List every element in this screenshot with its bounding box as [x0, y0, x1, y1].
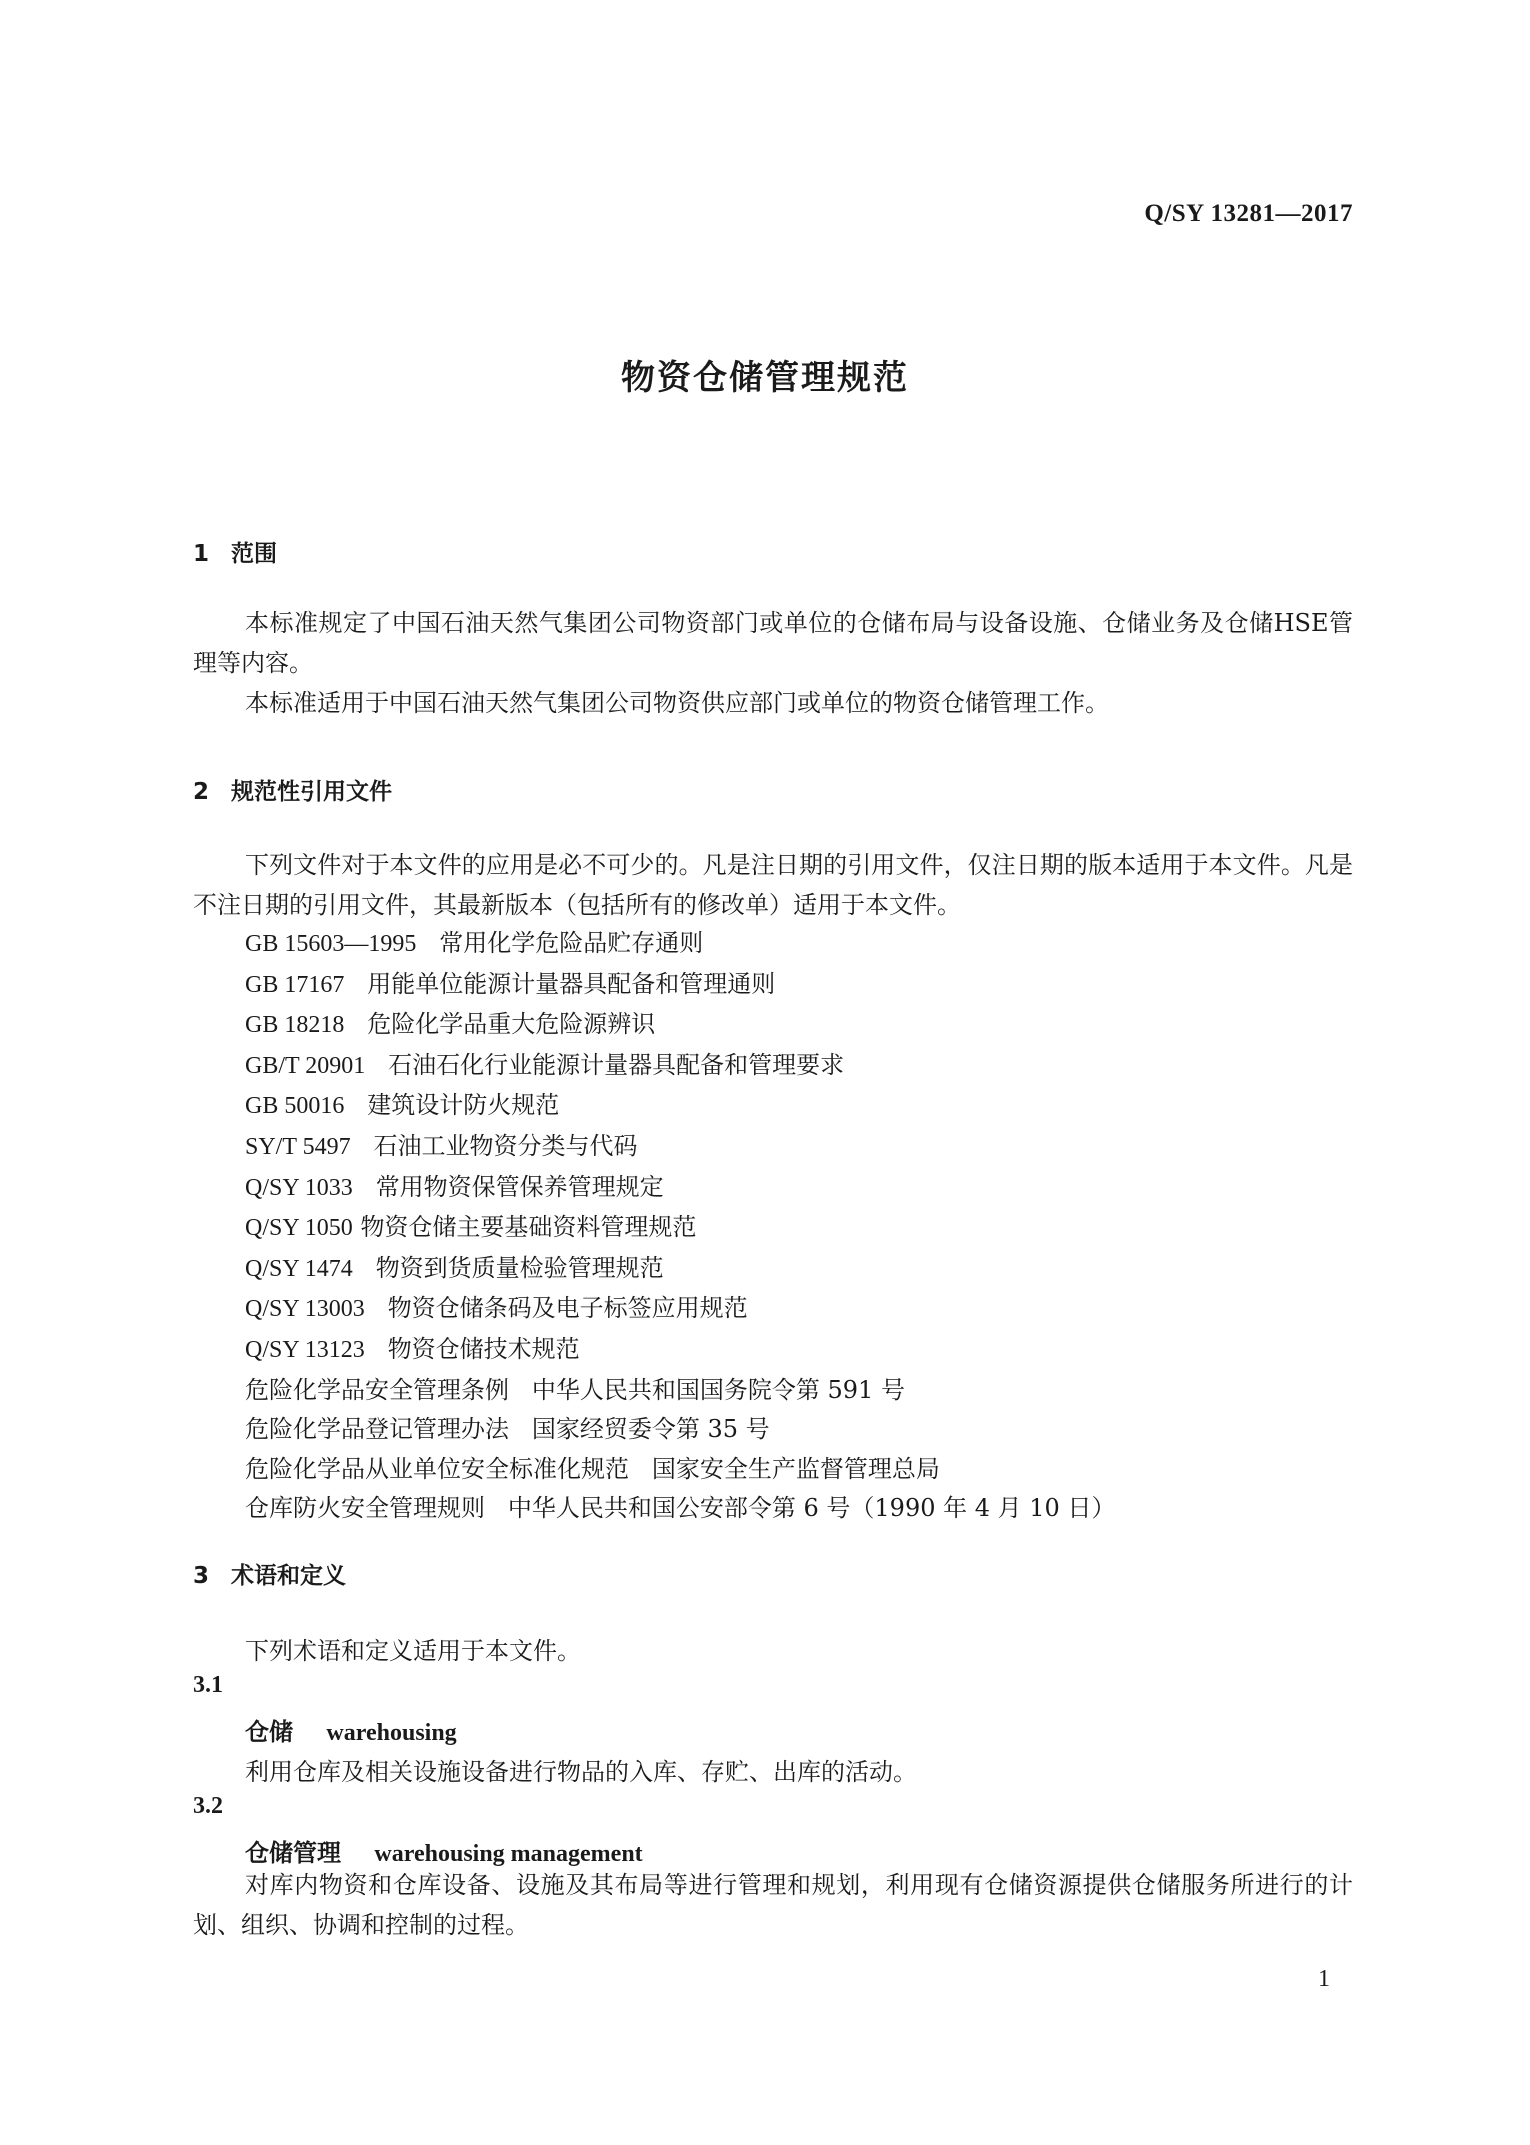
reference-name: 物资仓储主要基础资料管理规范 [360, 1213, 697, 1242]
reference-item [245, 1208, 1115, 1249]
reference-code: Q/SY 1050 [245, 1215, 353, 1242]
section-number: 1 [193, 541, 210, 567]
term-en: warehousing [326, 1720, 457, 1746]
standard-code: Q/SY 13281—2017 [1144, 200, 1353, 227]
reference-code: GB/T 20901 [245, 1052, 366, 1079]
reference-name: 中华人民共和国国务院令第 591 号 [531, 1375, 905, 1404]
term-definition: 利用仓库及相关设施设备进行物品的入库、存贮、出库的活动。 [245, 1758, 917, 1786]
reference-name: 石油石化行业能源计量器具配备和管理要求 [388, 1050, 845, 1079]
section-title: 范围 [231, 541, 277, 567]
reference-name: 中华人民共和国公安部令第 6 号（1990 年 4 月 10 日） [507, 1494, 1116, 1523]
reference-item [245, 1168, 1115, 1209]
reference-code: Q/SY 13123 [245, 1336, 365, 1363]
references-intro: 下列文件对于本文件的应用是必不可少的。凡是注日期的引用文件，仅注日期的版本适用于本文件。凡是不注日期的引用文件，其最新版本（包括所有的修改单）适用于本文件。 [193, 851, 1353, 919]
reference-name: 危险化学品重大危险源辨识 [367, 1010, 656, 1039]
reference-code: GB 50016 [245, 1093, 345, 1120]
reference-name: 常用物资保管保养管理规定 [375, 1172, 664, 1201]
term-number: 3.2 [193, 1793, 223, 1819]
reference-code: GB 18218 [245, 1012, 345, 1039]
term-heading [245, 1712, 457, 1747]
reference-item [245, 1371, 1115, 1411]
reference-code: 危险化学品安全管理条例 [245, 1375, 509, 1404]
reference-code: Q/SY 1033 [245, 1174, 353, 1201]
page-number: 1 [1318, 1966, 1330, 1992]
term-definition: 对库内物资和仓库设备、设施及其布局等进行管理和规划，利用现有仓储资源提供仓储服务所进行的计划、组织、协调和控制的过程。 [193, 1871, 1353, 1939]
reference-code: 仓库防火安全管理规则 [245, 1494, 485, 1523]
reference-code: GB 15603—1995 [245, 931, 417, 957]
reference-code: Q/SY 1474 [245, 1255, 353, 1282]
section-title: 术语和定义 [231, 1563, 346, 1589]
reference-name: 物资仓储条码及电子标签应用规范 [387, 1294, 748, 1323]
reference-name: 物资仓储技术规范 [387, 1334, 580, 1363]
reference-item [245, 1086, 1115, 1127]
section-title: 规范性引用文件 [231, 779, 392, 805]
reference-name: 常用化学危险品贮存通则 [439, 929, 704, 957]
reference-name: 石油工业物资分类与代码 [373, 1131, 638, 1160]
reference-code: SY/T 5497 [245, 1133, 351, 1160]
term-zh: 仓储 [245, 1717, 293, 1746]
reference-name: 国家经贸委令第 35 号 [531, 1415, 770, 1444]
term-number: 3.1 [193, 1672, 223, 1698]
document-title: 物资仓储管理规范 [621, 358, 909, 398]
reference-name: 建筑设计防火规范 [367, 1091, 560, 1120]
reference-item [245, 1410, 1115, 1450]
reference-code: 危险化学品从业单位安全标准化规范 [245, 1454, 629, 1483]
reference-item [245, 1450, 1115, 1490]
section-number: 3 [193, 1563, 210, 1589]
reference-item [245, 1489, 1115, 1529]
reference-name: 国家安全生产监督管理总局 [651, 1454, 940, 1483]
section-1-heading [193, 535, 277, 568]
section-3-heading [193, 1557, 346, 1590]
reference-code: 危险化学品登记管理办法 [245, 1415, 509, 1444]
section-number: 2 [193, 779, 210, 805]
scope-paragraph-2: 本标准适用于中国石油天然气集团公司物资供应部门或单位的物资仓储管理工作。 [245, 689, 1109, 717]
reference-item [245, 965, 1115, 1006]
reference-item [245, 1127, 1115, 1168]
reference-item [245, 1330, 1115, 1371]
term-zh: 仓储管理 [245, 1838, 341, 1867]
reference-name: 用能单位能源计量器具配备和管理通则 [367, 969, 776, 998]
term-en: warehousing management [374, 1841, 643, 1867]
scope-paragraph-1: 本标准规定了中国石油天然气集团公司物资部门或单位的仓储布局与设备设施、仓储业务及仓储HSE管理等内容。 [193, 609, 1353, 677]
reference-code: GB 17167 [245, 971, 345, 998]
terms-intro: 下列术语和定义适用于本文件。 [245, 1637, 581, 1665]
reference-item [245, 924, 1115, 965]
reference-item [245, 1046, 1115, 1087]
reference-item [245, 1249, 1115, 1290]
reference-list [245, 924, 1115, 1529]
reference-item [245, 1289, 1115, 1330]
reference-name: 物资到货质量检验管理规范 [375, 1253, 664, 1282]
term-heading [245, 1833, 643, 1868]
reference-item [245, 1005, 1115, 1046]
section-2-heading [193, 773, 392, 806]
reference-code: Q/SY 13003 [245, 1296, 365, 1323]
